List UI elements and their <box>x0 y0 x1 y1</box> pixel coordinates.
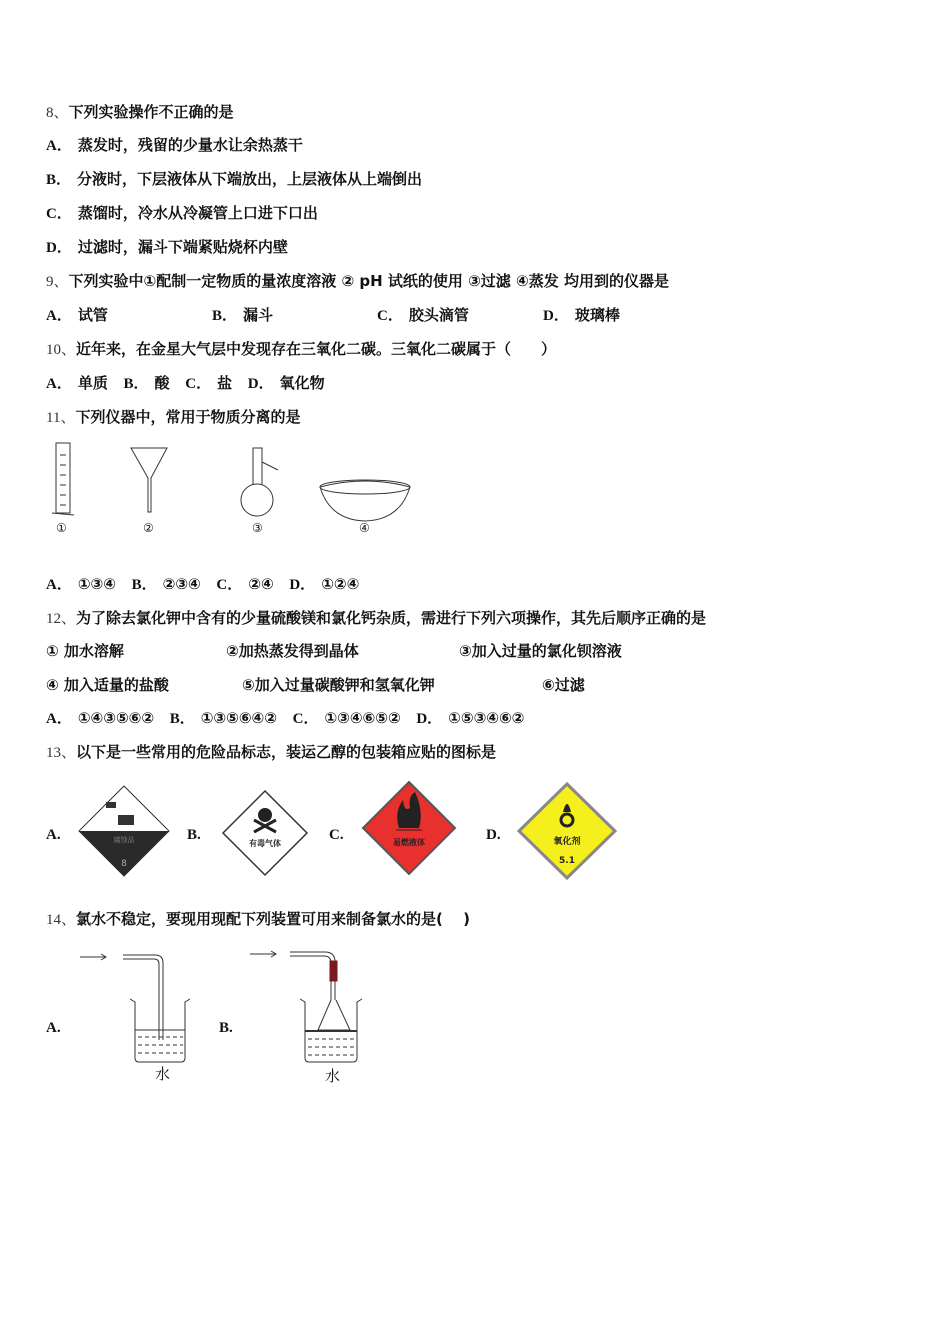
figure-label: ② <box>143 521 154 535</box>
option-text: 分液时，下层液体从下端放出，上层液体从上端倒出 <box>77 170 423 188</box>
step: ⑥过滤 <box>542 676 585 694</box>
option-text: ①③④ <box>77 575 116 593</box>
question-number: 8、 <box>46 105 69 121</box>
option-label: A． <box>46 138 72 154</box>
sign-class: 5.1 <box>559 856 575 866</box>
figure-label: ④ <box>359 521 370 535</box>
sign-class: 8 <box>121 859 127 869</box>
option-text: ②③④ <box>162 575 201 593</box>
figure-label: ③ <box>252 521 263 535</box>
option-text: 玻璃棒 <box>574 306 620 324</box>
question-stem: 下列仪器中，常用于物质分离的是 <box>75 408 301 426</box>
question-number: 13、 <box>46 745 77 761</box>
option-label: D． <box>46 240 72 256</box>
option-text: 胶头滴管 <box>408 306 469 324</box>
option-label: D． <box>289 577 316 593</box>
option-text: 单质 <box>77 374 108 392</box>
option-text: ②④ <box>248 575 274 593</box>
option-label: A． <box>46 376 72 392</box>
apparatus-a-icon <box>80 954 190 1062</box>
option-label: B． <box>169 711 195 727</box>
option-text: 蒸馏时，冷水从冷凝管上口进下口出 <box>77 204 318 222</box>
figure-label: ① <box>56 521 67 535</box>
step: ⑤加入过量碳酸钾和氢氧化钾 <box>242 676 435 694</box>
option-text: ①④③⑤⑥② <box>77 709 155 727</box>
step: ③加入过量的氯化钡溶液 <box>459 642 622 660</box>
option-label: C． <box>185 376 212 392</box>
apparatus-b-icon <box>250 951 362 1062</box>
option-label: D． <box>247 376 274 392</box>
option-label: B． <box>46 172 72 188</box>
question-stem: 以下是一些常用的危险品标志，装运乙醇的包装箱应贴的图标是 <box>76 743 497 761</box>
option-label: B． <box>212 308 238 324</box>
beaker-caption: 水 <box>155 1065 171 1083</box>
sign-text: 氧化剂 <box>553 837 581 847</box>
option-label: B． <box>123 376 149 392</box>
option-label: C． <box>292 711 319 727</box>
option-text: 盐 <box>217 374 233 392</box>
option-label: C. <box>329 827 344 843</box>
question-stem: 为了除去氯化钾中含有的少量硫酸镁和氯化钙杂质，需进行下列六项操作，其先后顺序正确的是 <box>76 609 707 627</box>
option-text: ①③④⑥⑤② <box>324 709 401 727</box>
question-number: 11、 <box>46 410 76 426</box>
option-label: C． <box>46 206 72 222</box>
option-text: ①③⑤⑥④② <box>200 709 277 727</box>
question-number: 14、 <box>46 912 77 928</box>
option-text: ①②④ <box>321 575 360 593</box>
option-label: A． <box>46 711 72 727</box>
option-label: D. <box>486 827 501 843</box>
option-text: 蒸发时，残留的少量水让余热蒸干 <box>77 136 303 154</box>
beaker-caption: 水 <box>325 1067 341 1085</box>
step: ②加热蒸发得到晶体 <box>226 642 359 660</box>
sign-text: 有毒气体 <box>249 839 281 848</box>
option-label: C． <box>216 577 243 593</box>
option-text: 过滤时，漏斗下端紧贴烧杯内壁 <box>77 238 288 256</box>
option-label: A． <box>46 308 72 324</box>
sign-text: 易燃液体 <box>393 838 425 847</box>
step: ① 加水溶解 <box>46 642 124 660</box>
option-text: 氧化物 <box>279 374 325 392</box>
question-stem: 下列实验操作不正确的是 <box>68 103 234 121</box>
option-text: ①⑤③④⑥② <box>448 709 525 727</box>
step: ④ 加入适量的盐酸 <box>46 676 169 694</box>
sign-text: 腐蚀品 <box>113 836 135 844</box>
option-label: D． <box>543 308 569 324</box>
option-text: 试管 <box>77 306 108 324</box>
option-label: A. <box>46 1020 61 1036</box>
option-label: B． <box>131 577 157 593</box>
option-text: 漏斗 <box>243 306 274 324</box>
option-label: D． <box>416 711 443 727</box>
option-text: 酸 <box>154 374 170 392</box>
option-label: A． <box>46 577 72 593</box>
question-stem: 近年来，在金星大气层中发现存在三氧化二碳。三氧化二碳属于（ ） <box>76 340 557 358</box>
question-number: 12、 <box>46 611 77 627</box>
option-label: B. <box>187 827 201 843</box>
question-number: 9、 <box>46 274 69 290</box>
option-label: A. <box>46 827 61 843</box>
question-stem: 下列实验中①配制一定物质的量浓度溶液 ② pH 试纸的使用 ③过滤 ④蒸发 均用到的仪器是 <box>68 272 669 290</box>
question-stem: 氯水不稳定，要现用现配下列装置可用来制备氯水的是( ) <box>76 910 470 928</box>
option-label: B. <box>219 1020 233 1036</box>
question-number: 10、 <box>46 342 77 358</box>
option-label: C． <box>377 308 403 324</box>
